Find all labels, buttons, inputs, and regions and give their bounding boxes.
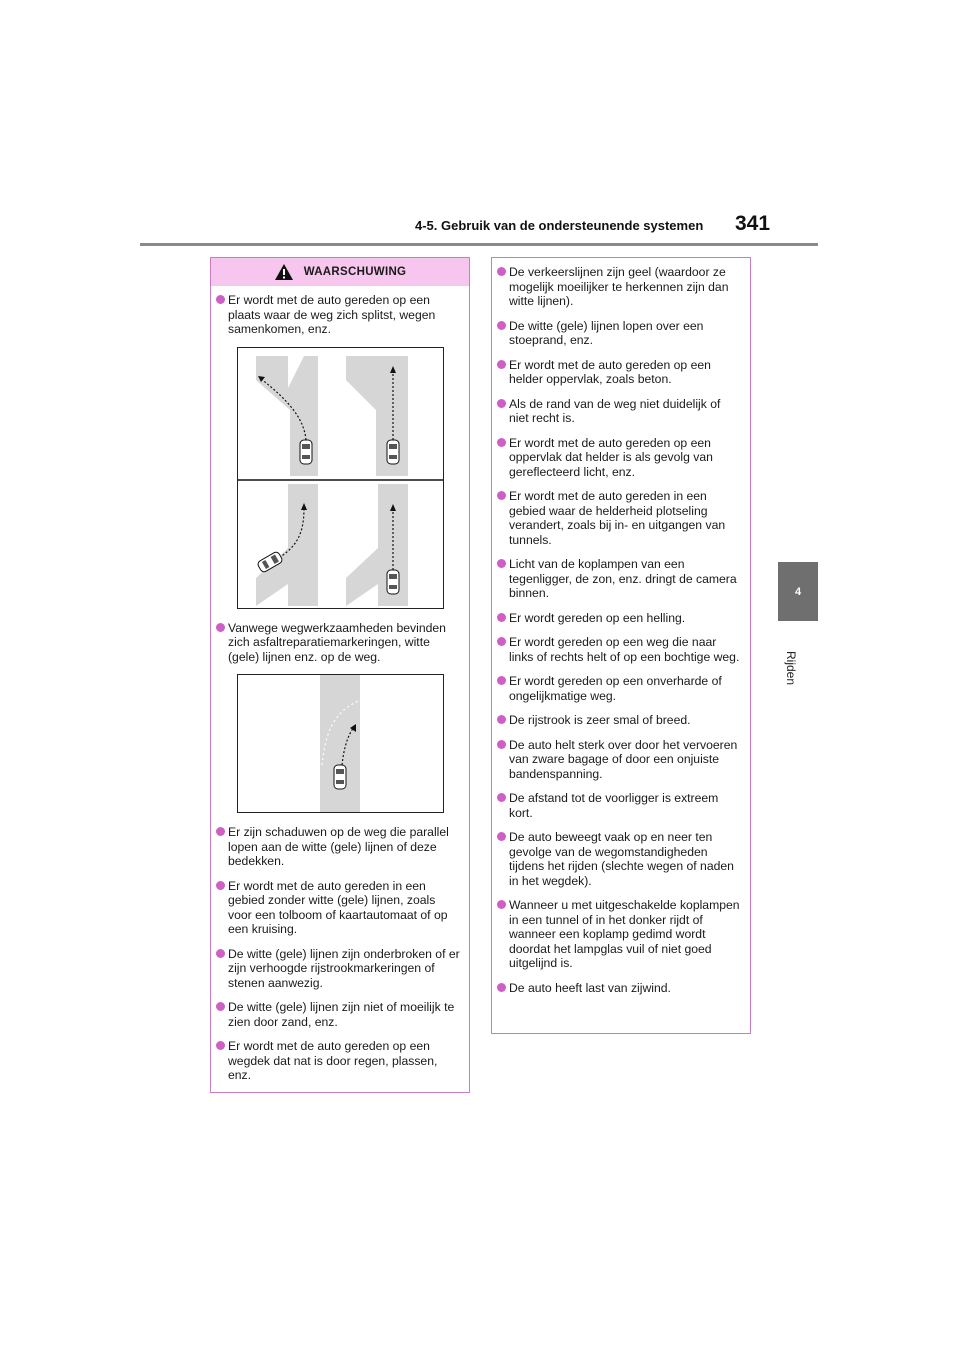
list-item: De rijstrook is zeer smal of breed. — [500, 713, 742, 728]
list-item: De witte (gele) lijnen lopen over een stoeprand, enz. — [500, 319, 742, 348]
warning-title: WAARSCHUWING — [303, 266, 407, 278]
header-rule — [140, 243, 818, 246]
list-item: Vanwege wegwerkzaamheden bevinden zich asfaltreparatiemarkeringen, witte (gele) lijnen enz. op de weg. — [219, 621, 461, 665]
bullet-icon — [497, 613, 506, 622]
list-item: Er wordt met de auto gereden op een oppervlak dat helder is als gevolg van gereflecteerd licht, enz. — [500, 436, 742, 480]
list-item: Er zijn schaduwen op de weg die parallel lopen aan de witte (gele) lijnen of deze bedekken. — [219, 825, 461, 869]
bullet-icon — [216, 881, 225, 890]
list-item: Er wordt met de auto gereden in een gebied waar de helderheid plotseling verandert, zoals bij in- en uitgangen van tunnels. — [500, 489, 742, 547]
warning-box-left — [210, 257, 470, 1093]
list-item: De witte (gele) lijnen zijn onderbroken of er zijn verhoogde rijstrookmarkeringen of stenen aanwezig. — [219, 947, 461, 991]
list-item: De auto helt sterk over door het vervoeren van zware bagage of door een onjuiste bandenspanning. — [500, 738, 742, 782]
bullet-icon — [497, 399, 506, 408]
bullet-icon — [497, 637, 506, 646]
page-number: 341 — [735, 212, 771, 235]
road-split-merge-illustration — [237, 347, 444, 609]
bullet-icon — [497, 676, 506, 685]
chapter-label: Rijden — [784, 651, 798, 686]
list-item: Als de rand van de weg niet duidelijk of niet recht is. — [500, 397, 742, 426]
bullet-icon — [216, 1041, 225, 1050]
bullet-icon — [216, 1002, 225, 1011]
header-section-title: 4-5. Gebruik van de ondersteunende systemen — [415, 218, 704, 233]
list-item: De auto beweegt vaak op en neer ten gevolge van de wegomstandigheden tijdens het rijden (slechte wegen of naden in het wegdek). — [500, 830, 742, 888]
list-item: De verkeerslijnen zijn geel (waardoor ze mogelijk moeilijker te herkennen zijn dan witte lijnen). — [500, 265, 742, 309]
bullet-icon — [497, 983, 506, 992]
bullet-icon — [497, 559, 506, 568]
road-marking-illustration — [237, 674, 444, 813]
list-item: Er wordt met de auto gereden in een gebied zonder witte (gele) lijnen, zoals voor een tolboom of kaartautomaat of op een kruising. — [219, 879, 461, 937]
list-item: Er wordt met de auto gereden op een wegdek dat nat is door regen, plassen, enz. — [219, 1039, 461, 1083]
list-item: Er wordt gereden op een onverharde of ongelijkmatige weg. — [500, 674, 742, 703]
list-item: De afstand tot de voorligger is extreem kort. — [500, 791, 742, 820]
list-item: Licht van de koplampen van een tegenligger, de zon, enz. dringt de camera binnen. — [500, 557, 742, 601]
bullet-icon — [497, 715, 506, 724]
list-item: De witte (gele) lijnen zijn niet of moeilijk te zien door zand, enz. — [219, 1000, 461, 1029]
bullet-icon — [497, 793, 506, 802]
bullet-icon — [216, 623, 225, 632]
bullet-icon — [216, 295, 225, 304]
bullet-icon — [497, 740, 506, 749]
bullet-icon — [216, 827, 225, 836]
list-item: Er wordt met de auto gereden op een helder oppervlak, zoals beton. — [500, 358, 742, 387]
warning-header — [211, 258, 469, 286]
warning-triangle-icon — [274, 263, 294, 281]
bullet-icon — [497, 832, 506, 841]
list-item: Er wordt gereden op een weg die naar links of rechts helt of op een bochtige weg. — [500, 635, 742, 664]
bullet-icon — [497, 900, 506, 909]
chapter-number: 4 — [794, 585, 802, 598]
bullet-icon — [497, 321, 506, 330]
list-item: Er wordt gereden op een helling. — [500, 611, 742, 626]
warning-box-right — [491, 257, 751, 1034]
chapter-tab[interactable] — [778, 562, 818, 621]
bullet-icon — [216, 949, 225, 958]
list-item: De auto heeft last van zijwind. — [500, 981, 742, 996]
bullet-icon — [497, 438, 506, 447]
bullet-icon — [497, 267, 506, 276]
list-item: Wanneer u met uitgeschakelde koplampen in een tunnel of in het donker rijdt of wanneer een koplamp gedimd wordt doordat het lampglas vuil of niet goed uitgelijnd is. — [500, 898, 742, 971]
list-item: Er wordt met de auto gereden op een plaats waar de weg zich splitst, wegen samenkomen, enz. — [219, 293, 461, 337]
bullet-icon — [497, 360, 506, 369]
bullet-icon — [497, 491, 506, 500]
